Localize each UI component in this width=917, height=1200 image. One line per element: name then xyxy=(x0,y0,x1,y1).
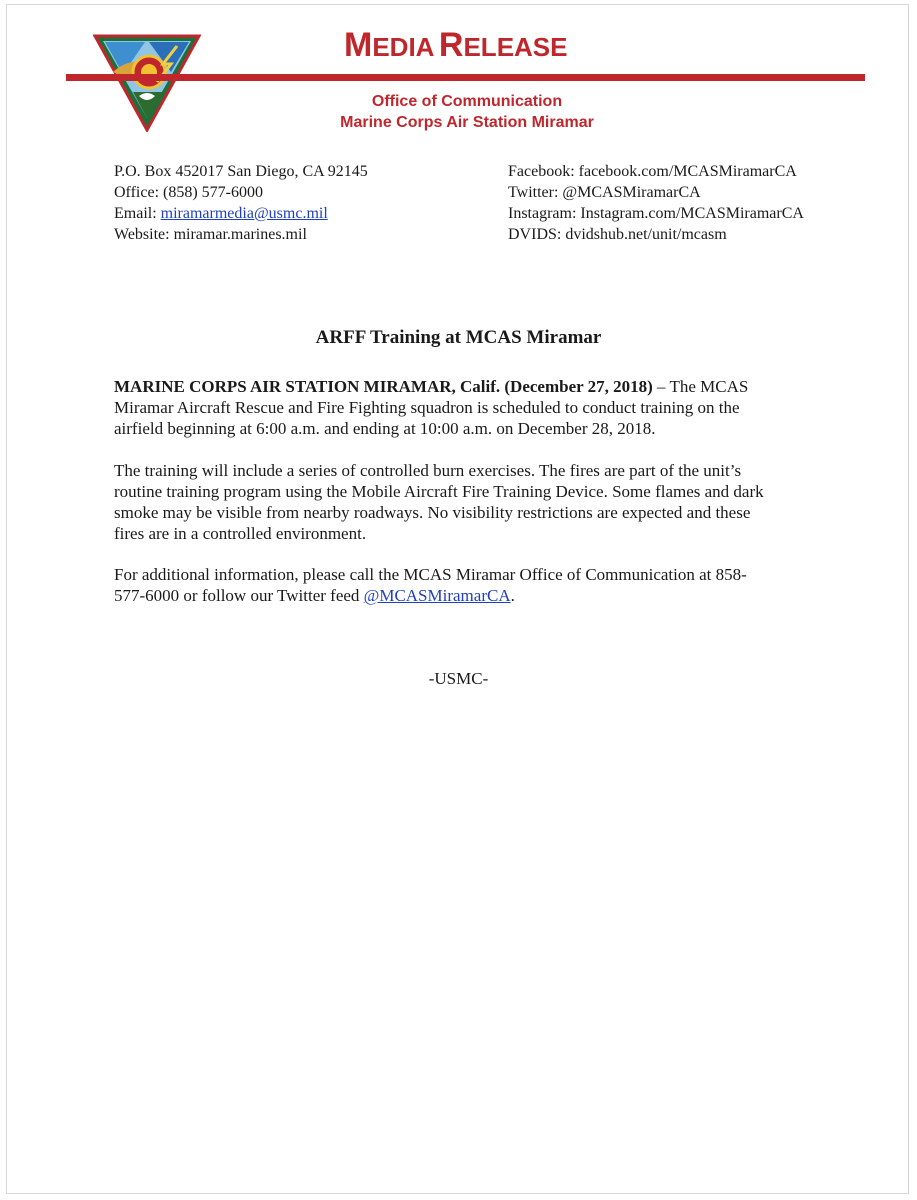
closing-mark: -USMC- xyxy=(428,669,489,688)
email-label: Email: xyxy=(114,205,161,222)
email-line xyxy=(114,203,368,224)
release-title: ARFF Training at MCAS Miramar xyxy=(315,327,602,348)
station-name: Marine Corps Air Station Miramar xyxy=(340,114,594,131)
paragraph-3: For additional information, please call the MCAS Miramar Office of Communication at 858- 577-6000 or follow our Twitter feed @MCASMiramarCA. xyxy=(114,565,747,605)
office-phone: Office: (858) 577-6000 xyxy=(114,184,263,201)
instagram-line: Instagram: Instagram.com/MCASMiramarCA xyxy=(508,205,804,222)
contact-info-right xyxy=(508,161,804,245)
mailing-address: P.O. Box 452017 San Diego, CA 92145 xyxy=(114,163,368,180)
contact-info-left xyxy=(114,161,368,245)
media-release-title: MEDIA RELEASE xyxy=(344,26,568,64)
facebook-line: Facebook: facebook.com/MCASMiramarCA xyxy=(508,163,797,180)
header-divider xyxy=(66,74,865,81)
website-line: Website: miramar.marines.mil xyxy=(114,226,307,243)
paragraph-2: The training will include a series of controlled burn exercises. The fires are part of the unit’s routine training program using the Mobile Aircraft Fire Training Device. Some flames and dark smoke may be visible from nearby roadways. No visibility restrictions are expected and these fires are in a controlled environment. xyxy=(114,461,764,543)
office-of-communication: Office of Communication xyxy=(371,93,563,110)
twitter-line: Twitter: @MCASMiramarCA xyxy=(508,184,701,201)
email-link[interactable]: miramarmedia@usmc.mil xyxy=(160,205,328,222)
paragraph-1: MARINE CORPS AIR STATION MIRAMAR, Calif. (December 27, 2018) – The MCAS Miramar Aircraft Rescue and Fire Fighting squadron is scheduled to conduct training on the airfield beginning at 6:00 a.m. and ending at 10:00 a.m. on December 28, 2018. xyxy=(114,377,749,438)
dateline: MARINE CORPS AIR STATION MIRAMAR, Calif. (December 27, 2018) xyxy=(114,377,653,396)
twitter-feed-link[interactable]: @MCASMiramarCA xyxy=(363,586,511,605)
dvids-line: DVIDS: dvidshub.net/unit/mcasm xyxy=(508,226,727,243)
marine-corps-air-station-emblem-icon xyxy=(93,34,201,132)
